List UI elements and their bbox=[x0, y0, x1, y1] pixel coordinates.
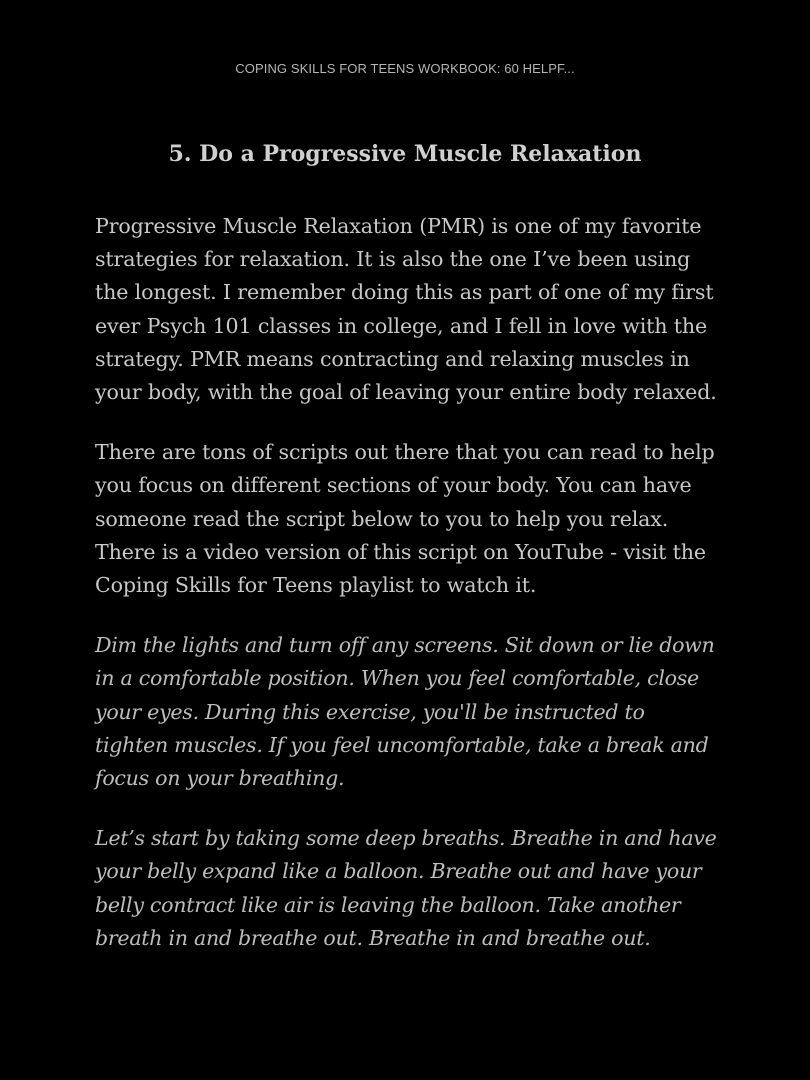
running-header-book-title: COPING SKILLS FOR TEENS WORKBOOK: 60 HELPF... bbox=[235, 61, 575, 76]
paragraph-intro: Progressive Muscle Relaxation (PMR) is one of my favorite strategies for relaxation. It is also the one I’ve been using the longest. I remember doing this as part of one of my first ever Psych 101 classes in college, and I fell in love with the strategy. PMR means contracting and relaxing muscles in your body, with the goal of leaving your entire body relaxed. bbox=[95, 214, 717, 405]
paragraph-scripts: There are tons of scripts out there that you can read to help you focus on different sections of your body. You can have someone read the script below to you to help you relax. There is a video version of this script on YouTube - visit the Coping Skills for Teens playlist to watch it. bbox=[95, 440, 715, 598]
paragraph-script-setup: Dim the lights and turn off any screens. Sit down or lie down in a comfortable position. When you feel comfortable, close your eyes. During this exercise, you'll be instructed to tighten muscles. If you feel uncomfortable, take a break and focus on your breathing. bbox=[95, 633, 715, 791]
section-heading: 5. Do a Progressive Muscle Relaxation bbox=[168, 141, 642, 167]
reading-content bbox=[95, 210, 717, 982]
paragraph-script-breathing: Let’s start by taking some deep breaths. Breathe in and have your belly expand like a balloon. Breathe out and have your belly contract like air is leaving the balloon. Take another breath in and breathe out. Breathe in and breathe out. bbox=[95, 826, 717, 950]
